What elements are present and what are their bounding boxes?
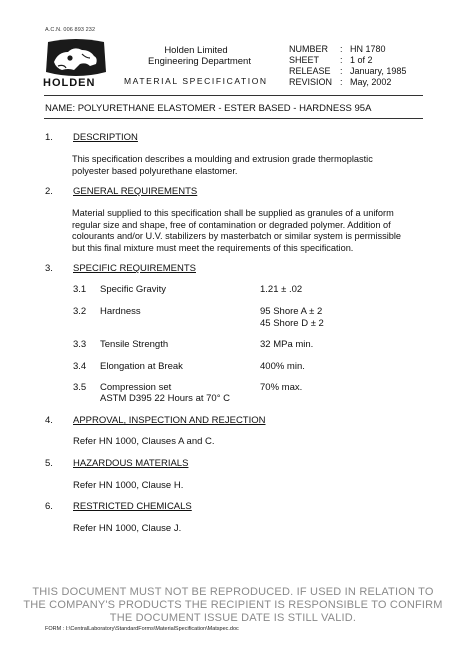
- requirement-value: 32 MPa min.: [260, 339, 314, 350]
- requirement-number: 3.4: [73, 361, 87, 372]
- requirement-number: 3.3: [73, 339, 87, 350]
- general-requirements-text: Material supplied to this specification shall be supplied as granules of a uniform regular size and shape, free of contamination or degraded polymer. Addition of colourants and/or U.V. stabilizers by masterbatch or similar system is permissible but this final mixture must meet the requirements of this specification.: [72, 208, 401, 253]
- department-name: Engineering Department: [148, 56, 251, 67]
- disclaimer-line: THE DOCUMENT ISSUE DATE IS STILL VALID.: [109, 612, 357, 624]
- requirement-label: Compression set: [100, 382, 172, 393]
- requirement-value-secondary: 45 Shore D ± 2: [260, 318, 324, 329]
- document-type: MATERIAL SPECIFICATION: [124, 76, 268, 86]
- material-name: NAME: POLYURETHANE ELASTOMER - ESTER BASED - HARDNESS 95A: [45, 103, 372, 114]
- section-number: 5.: [45, 458, 53, 469]
- section-number: 2.: [45, 186, 53, 197]
- company-name: Holden Limited: [164, 45, 228, 56]
- meta-value-revision: May, 2002: [350, 77, 392, 87]
- approval-text: Refer HN 1000, Clauses A and C.: [73, 436, 215, 447]
- section-number: 6.: [45, 501, 53, 512]
- meta-separator: :: [340, 66, 343, 76]
- section-number: 1.: [45, 132, 53, 143]
- section-heading-restricted-chemicals: RESTRICTED CHEMICALS: [73, 501, 192, 512]
- form-path: FORM : I:\CentralLaboratory\StandardForms\MaterialSpecification\Matspec.doc: [45, 626, 239, 632]
- section-heading-hazardous-materials: HAZARDOUS MATERIALS: [73, 458, 189, 469]
- requirement-number: 3.5: [73, 382, 87, 393]
- meta-value-sheet: 1 of 2: [350, 55, 373, 65]
- requirement-number: 3.1: [73, 284, 87, 295]
- meta-value-number: HN 1780: [350, 44, 386, 54]
- disclaimer-line: THIS DOCUMENT MUST NOT BE REPRODUCED. IF USED IN RELATION TO: [32, 586, 434, 598]
- requirement-value: 400% min.: [260, 361, 305, 372]
- section-heading-general-requirements: GENERAL REQUIREMENTS: [73, 186, 198, 197]
- section-number: 4.: [45, 415, 53, 426]
- holden-wordmark: HOLDEN: [43, 77, 96, 89]
- requirement-value: 70% max.: [260, 382, 303, 393]
- meta-key-number: NUMBER: [289, 44, 329, 54]
- restricted-chemicals-text: Refer HN 1000, Clause J.: [73, 523, 182, 534]
- hazardous-materials-text: Refer HN 1000, Clause H.: [73, 480, 184, 491]
- acn-number: A.C.N. 006 893 232: [45, 27, 96, 33]
- meta-separator: :: [340, 44, 343, 54]
- requirement-value: 95 Shore A ± 2: [260, 306, 323, 317]
- section-heading-approval: APPROVAL, INSPECTION AND REJECTION: [73, 415, 266, 426]
- requirement-label: Hardness: [100, 306, 141, 317]
- meta-key-revision: REVISION: [289, 77, 333, 87]
- meta-key-release: RELEASE: [289, 66, 331, 76]
- disclaimer-line: THE COMPANY'S PRODUCTS THE RECIPIENT IS RESPONSIBLE TO CONFIRM: [23, 599, 443, 611]
- section-heading-description: DESCRIPTION: [73, 132, 138, 143]
- meta-key-sheet: SHEET: [289, 55, 320, 65]
- header-divider: [44, 95, 423, 96]
- description-text: This specification describes a moulding and extrusion grade thermoplastic polyester based polyurethane elastomer.: [72, 154, 373, 176]
- meta-value-release: January, 1985: [350, 66, 407, 76]
- meta-separator: :: [340, 77, 343, 87]
- meta-separator: :: [340, 55, 343, 65]
- requirement-label: Elongation at Break: [100, 361, 183, 372]
- name-divider: [44, 118, 423, 119]
- requirement-number: 3.2: [73, 306, 87, 317]
- requirement-label: Specific Gravity: [100, 284, 166, 295]
- requirement-value: 1.21 ± .02: [260, 284, 303, 295]
- requirement-label-secondary: ASTM D395 22 Hours at 70° C: [100, 393, 230, 404]
- requirement-label: Tensile Strength: [100, 339, 169, 350]
- section-number: 3.: [45, 263, 53, 274]
- section-heading-specific-requirements: SPECIFIC REQUIREMENTS: [73, 263, 196, 274]
